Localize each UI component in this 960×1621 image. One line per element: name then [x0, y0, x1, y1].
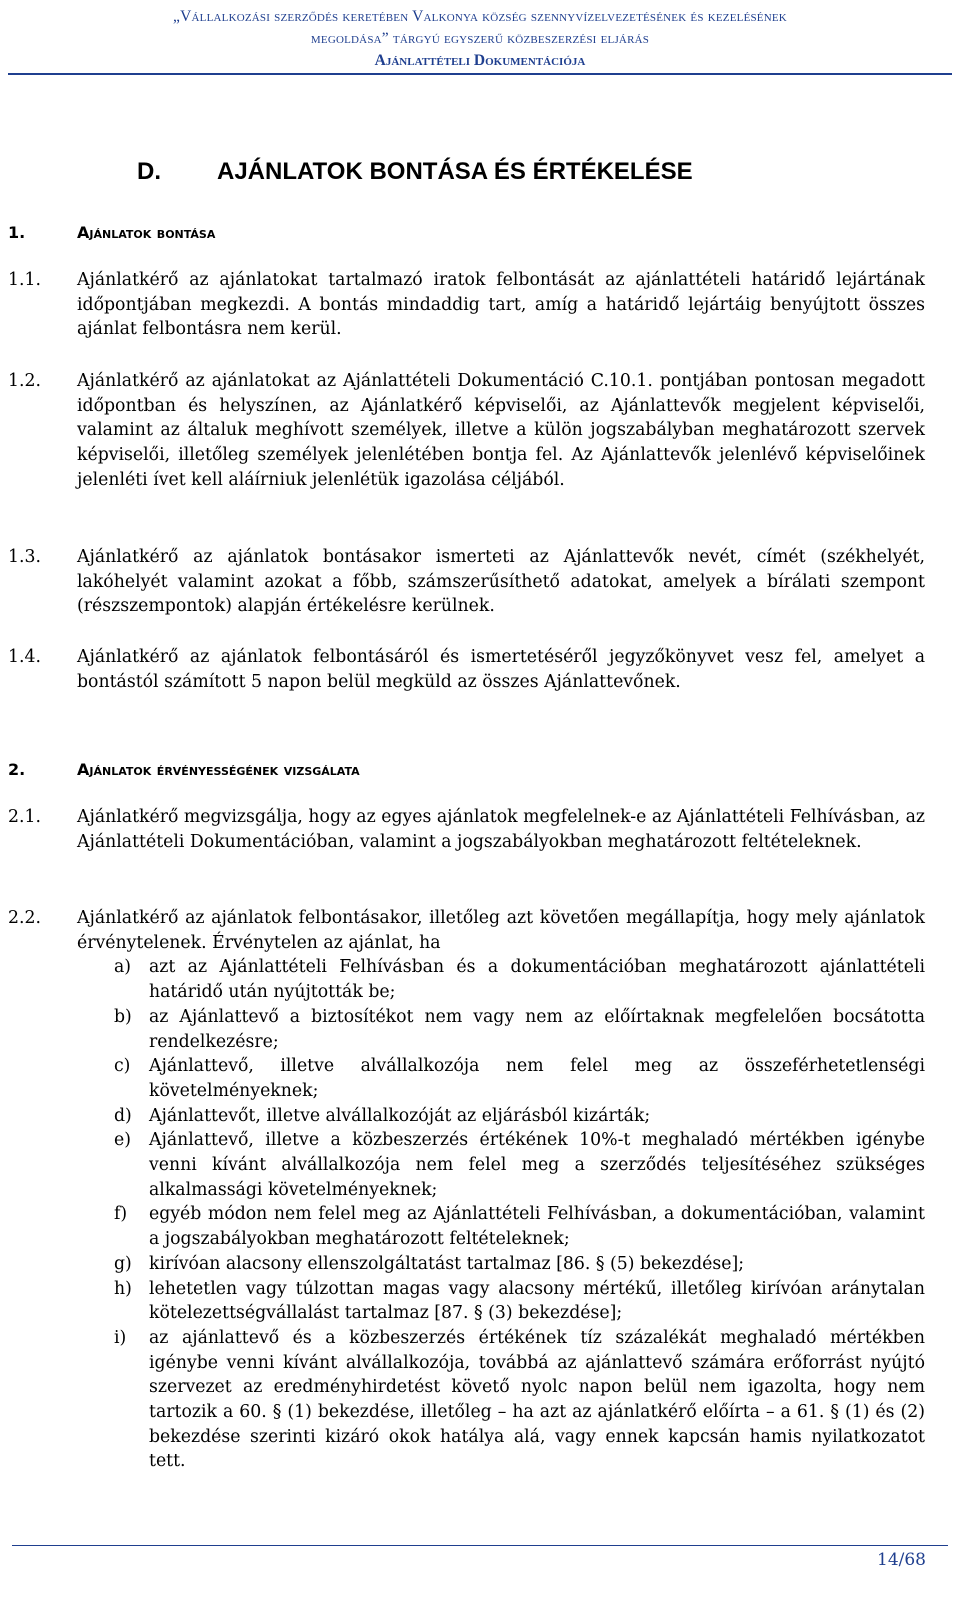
- paragraph-text: Ajánlatkérő megvizsgálja, hogy az egyes ajánlatok megfelelnek-e az Ajánlattételi Felhívásban, az Ajánlattételi Dokumentációban, valamint a jogszabályokban meghatározott feltételeknek.: [77, 807, 925, 852]
- paragraph-text: Ajánlatkérő az ajánlatokat tartalmazó iratok felbontását az ajánlattételi határidő lejártának időpontjában megkezdi. A bontás mindaddig tart, amíg a határidő lejártáig benyújtott összes ajánlat felbontásra nem kerül.: [77, 270, 925, 340]
- list-item: [114, 955, 925, 1004]
- page-number: 14/68: [877, 1550, 926, 1570]
- section-number: 1.: [8, 223, 26, 242]
- paragraph-text: Ajánlatkérő az ajánlatok felbontásáról és ismertetéséről jegyzőkönyvet vesz fel, amelyet a bontástól számított 5 napon belül megküld az összes Ajánlattevőnek.: [77, 647, 925, 692]
- list-item-label: c): [114, 1056, 131, 1077]
- paragraph: [8, 805, 925, 854]
- list-item-label: g): [114, 1253, 132, 1274]
- paragraph: [8, 369, 925, 493]
- list-item: [114, 1277, 925, 1326]
- section-number: 2.: [8, 760, 26, 779]
- list-item: [114, 1252, 925, 1277]
- list-item-label: h): [114, 1278, 132, 1299]
- paragraph-text: Ajánlatkérő az ajánlatok bontásakor ismerteti az Ajánlattevők nevét, címét (székhelyét, lakóhelyét valamint azokat a főbb, számszerűsíthető adatokat, amelyek a bírálati szempont (részszempontok) alapján értékelésre kerülnek.: [77, 547, 925, 617]
- paragraph-number: 2.1.: [8, 807, 41, 827]
- list-item-text: az ajánlattevő és a közbeszerzés értékének tíz százalékát meghaladó mértékben igénybe venni kívánt alvállalkozója, továbbá az ajánlattevő számára erőforrást nyújtó szervezet az eredményhirdetést követő nyolc napon belül nem igazolta, hogy nem tartozik a 60. § (1) bekezdése, illetőleg – ha azt az ajánlatkérő előírta – a 61. § (1) és (2) bekezdése szerinti kizáró okok hatálya alá, vagy ennek kapcsán hamis nyilatkozatot tett.: [149, 1327, 925, 1472]
- section-heading: [8, 760, 360, 779]
- list-item-label: b): [114, 1006, 132, 1027]
- paragraph: [8, 545, 925, 619]
- list-item: [114, 1104, 925, 1129]
- list-item: [114, 1326, 925, 1474]
- list-item-text: egyéb módon nem felel meg az Ajánlattételi Felhívásban, a dokumentációban, valamint a jogszabályokban meghatározott feltételeknek;: [149, 1204, 925, 1250]
- section-title: Ajánlatok érvényességének vizsgálata: [77, 760, 360, 779]
- header-line-2: megoldása” tárgyú egyszerű közbeszerzési eljárás: [310, 30, 650, 47]
- paragraph-text: Ajánlatkérő az ajánlatokat az Ajánlattételi Dokumentáció C.10.1. pontjában pontosan megadott időpontban és helyszínen, az Ajánlatkérő képviselői, az Ajánlattevők megjelent képviselői, valamint az általuk meghívott személyek, illetve a külön jogszabályban meghatározott szervek képviselői, illetőleg személyek jelenlétében bontja fel. Az Ajánlattevők jelenlévő képviselőinek jelenléti ívet kell aláírniuk jelenlétük igazolása céljából.: [77, 371, 925, 490]
- list-item: [114, 1005, 925, 1054]
- footer-rule: [12, 1545, 948, 1546]
- paragraph: [8, 268, 925, 342]
- list-item-label: f): [114, 1204, 128, 1225]
- list-item: [114, 1202, 925, 1251]
- header-line-3: Ajánlattételi Dokumentációja: [374, 52, 586, 69]
- list-item-text: Ajánlattevőt, illetve alvállalkozóját az eljárásból kizárták;: [149, 1105, 651, 1126]
- list-item-text: Ajánlattevő, illetve a közbeszerzés értékének 10%-t meghaladó mértékben igénybe venni kívánt alvállalkozója nem felel meg a szerződés teljesítéséhez szükséges alkalmassági követelményeknek;: [149, 1130, 925, 1200]
- list-item-text: Ajánlattevő, illetve alvállalkozója nem felel meg az összeférhetetlenségi követelményeknek;: [149, 1056, 925, 1101]
- chapter-title: [137, 158, 693, 186]
- section-title: Ajánlatok bontása: [77, 223, 216, 242]
- paragraph-text: Ajánlatkérő az ajánlatok felbontásakor, illetőleg azt követően megállapítja, hogy mely ajánlatok érvénytelenek. Érvénytelen az ajánlat, ha: [77, 908, 925, 953]
- header-line-1: „Vállalkozási szerződés keretében Valkonya község szennyvízelvezetésének és kezelésének: [173, 8, 787, 25]
- list-item-label: d): [114, 1105, 132, 1126]
- paragraph-number: 1.3.: [8, 547, 41, 567]
- list-item: [114, 1128, 925, 1202]
- paragraph-number: 1.1.: [8, 270, 41, 290]
- chapter-number: D.: [137, 158, 161, 185]
- section-heading: [8, 223, 215, 242]
- list-item-text: azt az Ajánlattételi Felhívásban és a dokumentációban meghatározott ajánlattételi határidő után nyújtották be;: [149, 957, 925, 1003]
- paragraph: [8, 906, 925, 1474]
- list-item-text: az Ajánlattevő a biztosítékot nem vagy nem az előírtaknak megfelelően bocsátotta rendelkezésre;: [149, 1006, 925, 1052]
- paragraph-number: 1.4.: [8, 647, 41, 667]
- paragraph: [8, 645, 925, 694]
- list-item-text: lehetetlen vagy túlzottan magas vagy alacsony mértékű, illetőleg kirívóan aránytalan kötelezettségvállalást tartalmaz [87. § (3) bekezdése];: [149, 1278, 925, 1324]
- chapter-heading: AJÁNLATOK BONTÁSA ÉS ÉRTÉKELÉSE: [217, 158, 693, 185]
- list-item-text: kirívóan alacsony ellenszolgáltatást tartalmaz [86. § (5) bekezdése];: [149, 1253, 745, 1274]
- list-item: [114, 1054, 925, 1103]
- paragraph-number: 2.2.: [8, 908, 41, 928]
- paragraph-number: 1.2.: [8, 371, 41, 391]
- list-item-label: e): [114, 1130, 131, 1151]
- list-item-label: i): [114, 1327, 127, 1348]
- list-item-label: a): [114, 957, 132, 978]
- header-rule: [8, 73, 952, 75]
- running-header: [0, 6, 960, 72]
